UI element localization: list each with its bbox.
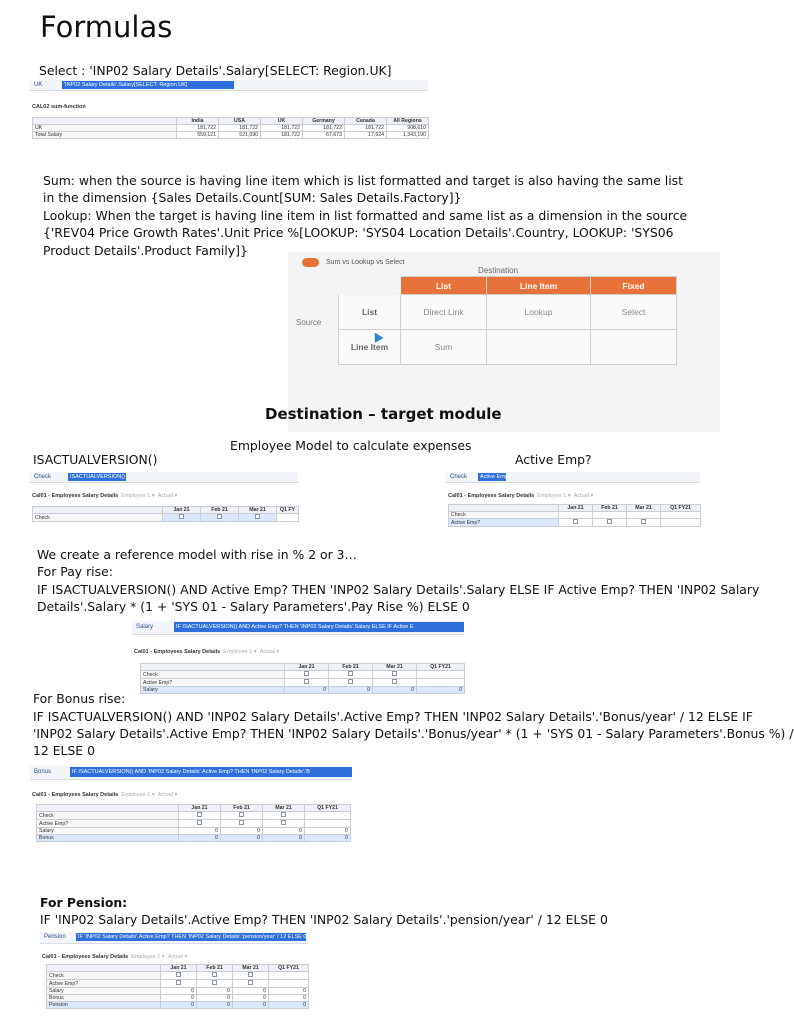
version-dropdown[interactable]: Actual ▾	[157, 792, 178, 798]
table-row	[47, 988, 309, 995]
checkbox[interactable]	[348, 679, 353, 684]
diagram-col-header: List	[401, 277, 487, 295]
grid-header-row	[37, 805, 351, 812]
grid-cell[interactable]: 0	[233, 988, 269, 995]
formula-bar[interactable]	[30, 80, 428, 91]
formula-expression[interactable]: IF 'INP02 Salary Details'.Active Emp? THEN 'INP02 Salary Details'.'pension/year' / 12 ELSE 0	[78, 934, 307, 940]
grid-cell[interactable]	[627, 512, 661, 519]
checkbox[interactable]	[179, 514, 184, 519]
version-dropdown[interactable]: Actual ▾	[259, 649, 280, 655]
employee-dropdown[interactable]: Employee 1 ▾	[223, 649, 257, 655]
grid-cell[interactable]	[163, 514, 201, 522]
grid-cell[interactable]: 181,722	[261, 132, 303, 139]
checkbox[interactable]	[176, 972, 181, 977]
pension-label: For Pension:	[40, 895, 128, 910]
bonus-formula-1: IF ISACTUALVERSION() AND 'INP02 Salary Details'.Active Emp? THEN 'INP02 Salary Details'.'Bonus/year' / 12 ELSE IF	[33, 709, 753, 724]
grid-cell[interactable]	[233, 980, 269, 988]
checkbox[interactable]	[239, 812, 244, 817]
table-row	[33, 125, 429, 132]
checkbox[interactable]	[255, 514, 260, 519]
pay-rise-screenshot	[132, 621, 464, 707]
checkbox[interactable]	[641, 519, 646, 524]
grid-col-header	[47, 965, 161, 972]
checkbox[interactable]	[217, 514, 222, 519]
grid-col-header: Mar 21	[239, 507, 277, 514]
grid-cell[interactable]: 0	[161, 995, 197, 1002]
grid-cell[interactable]	[417, 679, 465, 687]
grid-col-header: UK	[261, 118, 303, 125]
bonus-formula-3: 12 ELSE 0	[33, 743, 95, 758]
grid-col-header: Jan 21	[179, 805, 221, 812]
grid-col-header: Q1 FY	[277, 507, 299, 514]
grid-cell[interactable]	[593, 512, 627, 519]
diagram-cell: Direct Link	[401, 295, 487, 330]
checkbox[interactable]	[248, 980, 253, 985]
diagram-cell: Sum	[401, 330, 487, 365]
grid-cell[interactable]	[161, 972, 197, 980]
pay-rise-formula-1: IF ISACTUALVERSION() AND Active Emp? THEN 'INP02 Salary Details'.Salary ELSE IF Active Emp? THEN 'INP02 Salary	[37, 582, 760, 597]
table-row	[339, 295, 677, 330]
checkbox[interactable]	[607, 519, 612, 524]
grid-cell[interactable]: 521,090	[219, 132, 261, 139]
table-row	[33, 514, 299, 522]
version-dropdown[interactable]: Actual ▾	[167, 954, 188, 960]
diagram-row-header: Line Item	[339, 330, 401, 365]
table-row	[37, 812, 351, 820]
grid-cell[interactable]: 181,722	[177, 125, 219, 132]
grid-cell[interactable]: 0	[161, 988, 197, 995]
destination-label: Destination	[478, 266, 519, 275]
module-name: Cal01 - Employees Salary Details	[448, 493, 535, 499]
table-row	[449, 512, 701, 519]
checkbox[interactable]	[392, 679, 397, 684]
grid-col-header: Jan 21	[163, 507, 201, 514]
row-label: Bonus	[47, 995, 161, 1002]
grid-cell[interactable]	[661, 519, 701, 527]
grid-cell[interactable]: 0	[269, 988, 309, 995]
grid-cell[interactable]: 0	[197, 1002, 233, 1009]
row-label: Check	[37, 812, 179, 820]
checkbox[interactable]	[281, 820, 286, 825]
grid-col-header: All Regions	[387, 118, 429, 125]
grid-cell[interactable]	[285, 671, 329, 679]
table-row	[47, 1002, 309, 1009]
lookup-line-3: Product Details'.Product Family]}	[43, 243, 248, 258]
grid-col-header: Jan 21	[559, 505, 593, 512]
grid-cell[interactable]	[417, 671, 465, 679]
employee-heading: Employee Model to calculate expenses	[230, 438, 472, 453]
grid-cell[interactable]: 0	[269, 1002, 309, 1009]
line-item-label: Bonus	[34, 769, 52, 775]
grid-cell[interactable]: 0	[269, 995, 309, 1002]
row-label: Check	[33, 514, 163, 522]
grid-cell[interactable]	[277, 514, 299, 522]
grid-header-row	[47, 965, 309, 972]
checkbox[interactable]	[197, 812, 202, 817]
grid-col-header: India	[177, 118, 219, 125]
module-name: Cal01 - Employees Salary Details	[134, 649, 221, 655]
line-item-label: UK	[34, 82, 43, 88]
grid-cell[interactable]: 67,673	[303, 132, 345, 139]
row-label: Bonus	[37, 835, 179, 842]
grid-cell[interactable]	[373, 671, 417, 679]
grid-cell[interactable]: 0	[417, 687, 465, 694]
grid-cell[interactable]	[179, 820, 221, 828]
grid-cell[interactable]: 1,343,190	[387, 132, 429, 139]
grid-col-header	[449, 505, 559, 512]
module-name: CAL02 sum-function	[32, 104, 86, 110]
pay-rise-label: For Pay rise:	[37, 564, 113, 579]
grid-cell[interactable]	[305, 820, 351, 828]
row-label: Active Emp?	[449, 519, 559, 527]
grid-cell[interactable]: 0	[305, 835, 351, 842]
active-emp-label: Active Emp?	[515, 452, 592, 467]
grid-cell[interactable]	[305, 812, 351, 820]
grid-cell[interactable]	[269, 980, 309, 988]
module-name: Cal01 - Employees Salary Details	[32, 792, 119, 798]
grid-col-header: Canada	[345, 118, 387, 125]
grid-header-row	[449, 505, 701, 512]
table-row	[47, 972, 309, 980]
table-row	[141, 671, 465, 679]
grid-col-header: Q1 FY21	[417, 664, 465, 671]
table-row	[141, 679, 465, 687]
employee-dropdown[interactable]: Employee 1 ▾	[131, 954, 165, 960]
grid-col-header: Germany	[303, 118, 345, 125]
formula-expression[interactable]: 'INP02 Salary Details'.Salary[SELECT: Region.UK]	[62, 81, 234, 89]
grid-col-header: Q1 FY21	[661, 505, 701, 512]
diagram-cell: Select	[591, 295, 677, 330]
grid-cell[interactable]: 0	[197, 988, 233, 995]
grid-cell[interactable]: 0	[233, 1002, 269, 1009]
lookup-line-1: Lookup: When the target is having line item in list formatted and same list as a dimension in the source	[43, 208, 688, 223]
grid-col-header: Feb 21	[329, 664, 373, 671]
checkbox[interactable]	[239, 820, 244, 825]
grid-col-header	[37, 805, 179, 812]
grid-cell[interactable]	[329, 679, 373, 687]
grid-cell[interactable]: 559,121	[177, 132, 219, 139]
checkbox[interactable]	[304, 679, 309, 684]
grid-cell[interactable]	[239, 514, 277, 522]
grid-cell[interactable]: 0	[221, 835, 263, 842]
isactual-label: ISACTUALVERSION()	[33, 452, 158, 467]
grid-cell[interactable]	[373, 679, 417, 687]
grid-cell[interactable]	[559, 512, 593, 519]
grid-cell[interactable]	[161, 980, 197, 988]
module-name: Cal01 - Employees Salary Details	[32, 493, 119, 499]
diagram-cell	[591, 330, 677, 365]
sum-line-2: in the dimension {Sales Details.Count[SUM: Sales Details.Factory]}	[43, 190, 462, 205]
grid-cell[interactable]: 0	[179, 828, 221, 835]
checkbox[interactable]	[248, 972, 253, 977]
grid-cell[interactable]	[221, 812, 263, 820]
grid-col-header	[33, 507, 163, 514]
grid-table	[36, 804, 351, 842]
grid-col-header: Q1 FY21	[269, 965, 309, 972]
formula-expression[interactable]: IF ISACTUALVERSION() AND Active Emp? THEN 'INP02 Salary Details'.Salary ELSE IF Active E	[174, 622, 464, 632]
row-label: UK	[33, 125, 177, 132]
table-row	[141, 687, 465, 694]
checkbox[interactable]	[212, 980, 217, 985]
table-row	[37, 820, 351, 828]
diagram-header: Sum vs Lookup vs Select	[326, 259, 405, 266]
formula-bar[interactable]	[30, 766, 352, 780]
grid-cell[interactable]	[661, 512, 701, 519]
table-row	[37, 835, 351, 842]
slide-icon	[302, 258, 319, 267]
active-emp-screenshot	[446, 472, 700, 530]
grid-cell[interactable]: 181,722	[261, 125, 303, 132]
grid-col-header: Q1 FY21	[305, 805, 351, 812]
grid-cell[interactable]: 0	[373, 687, 417, 694]
grid-col-header	[141, 664, 285, 671]
grid-cell[interactable]: 0	[161, 1002, 197, 1009]
row-label: Pension	[47, 1002, 161, 1009]
grid-cell[interactable]: 0	[329, 687, 373, 694]
grid-table	[32, 117, 429, 139]
checkbox[interactable]	[392, 671, 397, 676]
grid-cell[interactable]: 0	[305, 828, 351, 835]
grid-col-header: Feb 21	[593, 505, 627, 512]
grid-cell[interactable]: 0	[197, 995, 233, 1002]
checkbox[interactable]	[197, 820, 202, 825]
grid-cell[interactable]: 0	[233, 995, 269, 1002]
checkbox[interactable]	[573, 519, 578, 524]
grid-table	[140, 663, 465, 694]
grid-col-header: Feb 21	[197, 965, 233, 972]
grid-cell[interactable]	[263, 820, 305, 828]
grid-cell[interactable]	[285, 679, 329, 687]
source-label: Source	[296, 318, 322, 327]
grid-cell[interactable]	[233, 972, 269, 980]
grid-cell[interactable]	[627, 519, 661, 527]
grid-cell[interactable]	[329, 671, 373, 679]
grid-cell[interactable]	[201, 514, 239, 522]
row-label: Salary	[141, 687, 285, 694]
grid-cell[interactable]: 181,722	[345, 125, 387, 132]
select-screenshot	[30, 80, 428, 148]
diagram-row-header: List	[339, 295, 401, 330]
reference-model-line: We create a reference model with rise in % 2 or 3…	[37, 547, 357, 562]
isactual-screenshot	[30, 472, 298, 530]
diagram-caption: Destination – target module	[265, 405, 502, 423]
line-item-label: Salary	[136, 624, 154, 630]
formula-expression[interactable]: Active Emp?	[480, 474, 511, 480]
bonus-rise-label: For Bonus rise:	[33, 691, 126, 706]
table-row	[47, 980, 309, 988]
grid-table	[46, 964, 309, 1009]
grid-cell[interactable]	[197, 972, 233, 980]
row-label: Salary	[37, 828, 179, 835]
table-row	[33, 132, 429, 139]
line-item-label: Check	[450, 474, 468, 480]
sum-line-1: Sum: when the source is having line item which is list formatted and target is also having the same list	[43, 173, 683, 188]
grid-col-header: Feb 21	[221, 805, 263, 812]
row-label: Check	[449, 512, 559, 519]
grid-cell[interactable]	[269, 972, 309, 980]
grid-cell[interactable]: 0	[285, 687, 329, 694]
grid-col-header: Feb 21	[201, 507, 239, 514]
grid-col-header: Mar 21	[233, 965, 269, 972]
diagram-col-header: Line Item	[487, 277, 591, 295]
grid-cell[interactable]	[221, 820, 263, 828]
grid-col-header	[33, 118, 177, 125]
grid-header-row	[33, 118, 429, 125]
row-label: Check	[141, 671, 285, 679]
table-row	[339, 330, 677, 365]
formula-bar[interactable]	[40, 932, 308, 944]
grid-header-row	[33, 507, 299, 514]
diagram-header-row	[339, 277, 677, 295]
pay-rise-formula-2: Details'.Salary * (1 + 'SYS 01 - Salary Parameters'.Pay Rise %) ELSE 0	[37, 599, 470, 614]
row-label: Active Emp?	[141, 679, 285, 687]
row-label: Active Emp?	[37, 820, 179, 828]
grid-cell[interactable]: 0	[179, 835, 221, 842]
diagram-table	[338, 276, 677, 365]
grid-col-header: Mar 21	[373, 664, 417, 671]
module-name: Cal01 - Employees Salary Details	[42, 954, 129, 960]
checkbox[interactable]	[304, 671, 309, 676]
formula-bar[interactable]	[30, 472, 298, 483]
diagram-cell: Lookup	[487, 295, 591, 330]
formula-bar[interactable]	[446, 472, 700, 483]
version-dropdown[interactable]: Actual ▾	[573, 493, 594, 499]
employee-dropdown[interactable]: Employee 1 ▾	[537, 493, 571, 499]
grid-cell[interactable]: 908,610	[387, 125, 429, 132]
bonus-formula-2: 'INP02 Salary Details'.Active Emp? THEN 'INP02 Salary Details'.'Bonus/year' * (1 + 'SYS 01 - Salary Parameters'.Bonus %) /	[33, 726, 794, 741]
grid-cell[interactable]: 0	[263, 835, 305, 842]
grid-col-header: USA	[219, 118, 261, 125]
employee-dropdown[interactable]: Employee 1 ▾	[121, 493, 155, 499]
grid-col-header: Jan 21	[161, 965, 197, 972]
row-label: Salary	[47, 988, 161, 995]
checkbox[interactable]	[176, 980, 181, 985]
pension-formula: IF 'INP02 Salary Details'.Active Emp? THEN 'INP02 Salary Details'.'pension/year' / 12 ELSE 0	[40, 912, 608, 927]
grid-cell[interactable]: 181,722	[303, 125, 345, 132]
grid-table	[448, 504, 701, 527]
table-row	[47, 995, 309, 1002]
grid-cell[interactable]	[197, 980, 233, 988]
formula-expression[interactable]: IF ISACTUALVERSION() AND 'INP02 Salary Details'.Active Emp? THEN 'INP02 Salary Details'.'B	[70, 767, 352, 777]
grid-cell[interactable]: 0	[263, 828, 305, 835]
line-item-label: Pension	[44, 934, 66, 940]
employee-dropdown[interactable]: Employee 1 ▾	[121, 792, 155, 798]
row-label: Total Salary	[33, 132, 177, 139]
table-row	[449, 519, 701, 527]
bonus-screenshot	[30, 766, 352, 854]
formula-expression[interactable]: ISACTUALVERSION()	[70, 474, 125, 480]
grid-cell[interactable]: 0	[221, 828, 263, 835]
checkbox[interactable]	[348, 671, 353, 676]
grid-header-row	[141, 664, 465, 671]
line-item-label: Check	[34, 474, 52, 480]
row-label: Active Emp?	[47, 980, 161, 988]
select-formula-text: Select : 'INP02 Salary Details'.Salary[SELECT: Region.UK]	[39, 63, 392, 78]
diagram-col-header: Fixed	[591, 277, 677, 295]
grid-cell[interactable]	[263, 812, 305, 820]
grid-col-header: Mar 21	[627, 505, 661, 512]
grid-cell[interactable]: 181,722	[219, 125, 261, 132]
version-dropdown[interactable]: Actual ▾	[157, 493, 178, 499]
formula-bar[interactable]	[132, 621, 464, 635]
checkbox[interactable]	[212, 972, 217, 977]
grid-col-header: Jan 21	[285, 664, 329, 671]
grid-cell[interactable]: 17,624	[345, 132, 387, 139]
grid-cell[interactable]	[593, 519, 627, 527]
grid-table	[32, 506, 299, 522]
grid-col-header: Mar 21	[263, 805, 305, 812]
checkbox[interactable]	[281, 812, 286, 817]
pension-screenshot	[40, 932, 308, 1016]
diagram-cell	[487, 330, 591, 365]
grid-cell[interactable]	[179, 812, 221, 820]
grid-cell[interactable]	[559, 519, 593, 527]
row-label: Check	[47, 972, 161, 980]
lookup-line-2: {'REV04 Price Growth Rates'.Unit Price %[LOOKUP: 'SYS04 Location Details'.Country, LOOKUP: 'SYS06	[43, 225, 674, 240]
table-row	[37, 828, 351, 835]
diagram-corner	[339, 277, 401, 295]
page-title: Formulas	[40, 10, 173, 44]
